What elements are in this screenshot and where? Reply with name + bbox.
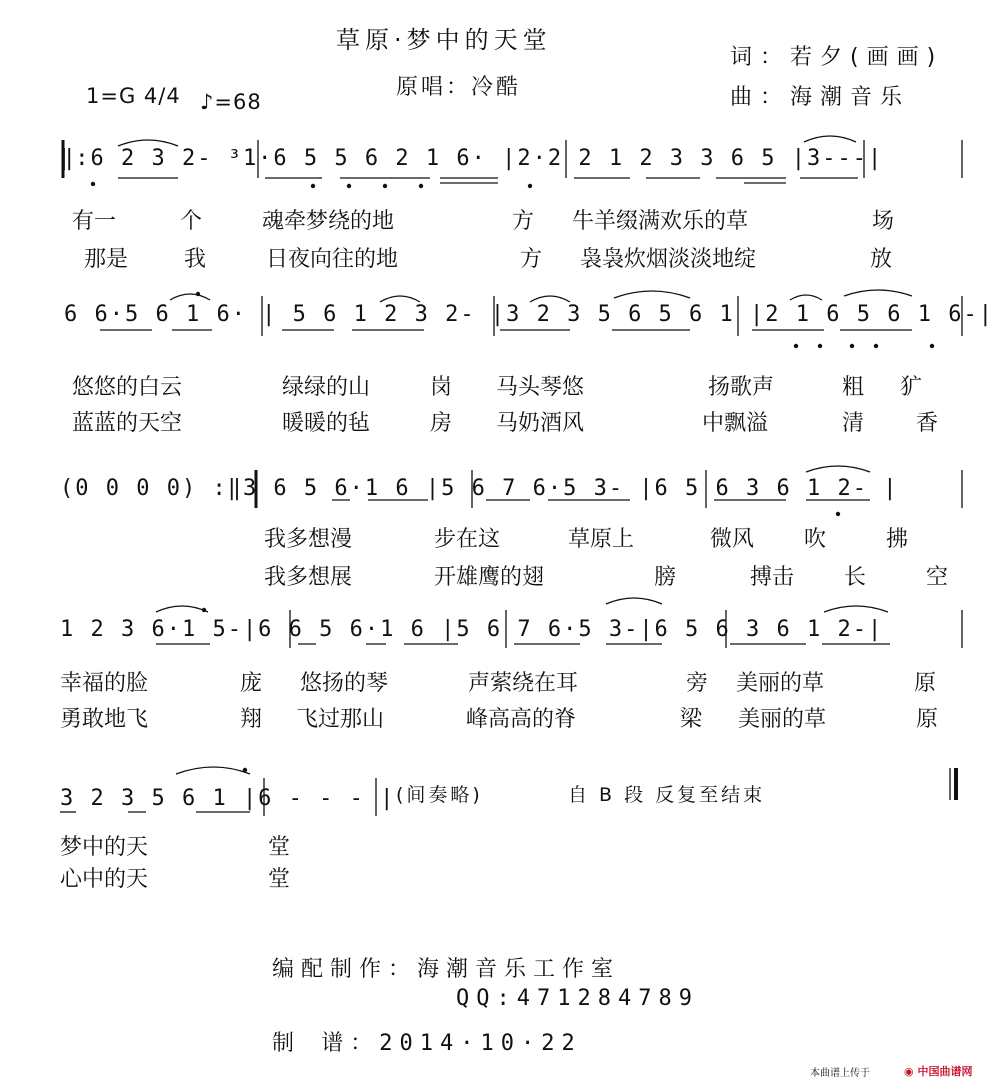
site-logo-icon: ◉ [904, 1065, 914, 1078]
slur [804, 136, 856, 142]
slur [156, 606, 208, 612]
lyric-row-5-verse-1: 梦中的天 堂 [60, 835, 291, 860]
lyricist-credit: 词：若夕(画画) [730, 45, 944, 70]
octave-dot [874, 344, 878, 348]
notation-row-3: (0 0 0 0) :‖3 6 5 6·1 6 |5 6 7 6·5 3- |6 5 6 3 6 1 2- | [60, 476, 899, 501]
octave-dot [850, 344, 854, 348]
lyric-row-1-verse-2: 那是 我 日夜向往的地 方 袅袅炊烟淡淡地绽 放 [84, 247, 893, 272]
octave-dot [202, 608, 206, 612]
slur [606, 598, 662, 604]
lyric-row-3-verse-1: 我多想漫 步在这 草原上 微风 吹 拂 [264, 527, 909, 552]
key-signature: 1=G 4/4 [86, 84, 181, 108]
qq-contact: QQ:471284789 [456, 986, 699, 1011]
octave-dot [818, 344, 822, 348]
notation-row-5: 3 2 3 5 6 1 |6 - - - | [60, 786, 396, 811]
lyric-row-5-verse-2: 心中的天 堂 [60, 867, 291, 892]
slur [118, 140, 178, 146]
octave-dot [347, 184, 351, 188]
octave-dot [528, 184, 532, 188]
lyric-row-3-verse-2: 我多想展 开雄鹰的翅 膀 搏击 长 空 [264, 565, 949, 590]
slur [176, 767, 250, 774]
notation-row-1: ‖:6 2 3 2- ³1·6 5 5 6 2 1 6· |2·2 2 1 2 3 3 6 5 |3---| [60, 146, 884, 171]
lyric-row-4-verse-1: 幸福的脸 庞 悠扬的琴 声萦绕在耳 旁 美丽的草 原 [60, 671, 937, 696]
notation-row-2: 6 6·5 6 1 6· | 5 6 1 2 3 2- |3 2 3 5 6 5 6 1 |2 1 6 5 6 1 6-| [64, 302, 994, 327]
slur [824, 606, 888, 612]
octave-dot [383, 184, 387, 188]
slur [170, 294, 210, 300]
lyric-row-2-verse-1: 悠悠的白云 绿绿的山 岗 马头琴悠 扬歌声 粗 犷 [72, 375, 923, 400]
octave-dot [930, 344, 934, 348]
octave-dot [196, 292, 200, 296]
site-name: 中国曲谱网 [917, 1065, 973, 1078]
upload-note: 本曲谱上传于 [810, 1068, 870, 1079]
slur [790, 295, 822, 300]
interlude-note: (间奏略) [396, 784, 483, 806]
singer-credit: 原唱：冷酷 [396, 75, 522, 100]
arranger-credit: 编配制作：海潮音乐工作室 [272, 957, 621, 982]
slur [380, 296, 420, 302]
slur [614, 291, 690, 298]
notation-row-4: 1 2 3 6·1 5-|6 6 5 6·1 6 |5 6 7 6·5 3-|6 5 6 3 6 1 2-| [60, 617, 884, 642]
octave-dot [91, 182, 95, 186]
tempo-mark: ♪=68 [200, 90, 262, 114]
octave-dot [243, 768, 247, 772]
lyric-row-2-verse-2: 蓝蓝的天空 暖暖的毡 房 马奶酒风 中飘溢 清 香 [72, 411, 939, 436]
page-title: 草原·梦中的天堂 [336, 26, 552, 54]
lyric-row-1-verse-1: 有一 个 魂牵梦绕的地 方 牛羊缀满欢乐的草 场 [72, 209, 895, 234]
slur [806, 466, 870, 472]
slur [530, 296, 570, 302]
octave-dot [419, 184, 423, 188]
repeat-instruction: 自 B 段 反复至结束 [568, 784, 766, 806]
lyric-row-4-verse-2: 勇敢地飞 翔 飞过那山 峰高高的脊 梁 美丽的草 原 [60, 707, 939, 732]
slur [844, 290, 912, 296]
octave-dot [836, 512, 840, 516]
octave-dot [794, 344, 798, 348]
notation-date: 制 谱：2014·10·22 [272, 1031, 582, 1056]
composer-credit: 曲：海潮音乐 [730, 85, 911, 110]
octave-dot [311, 184, 315, 188]
